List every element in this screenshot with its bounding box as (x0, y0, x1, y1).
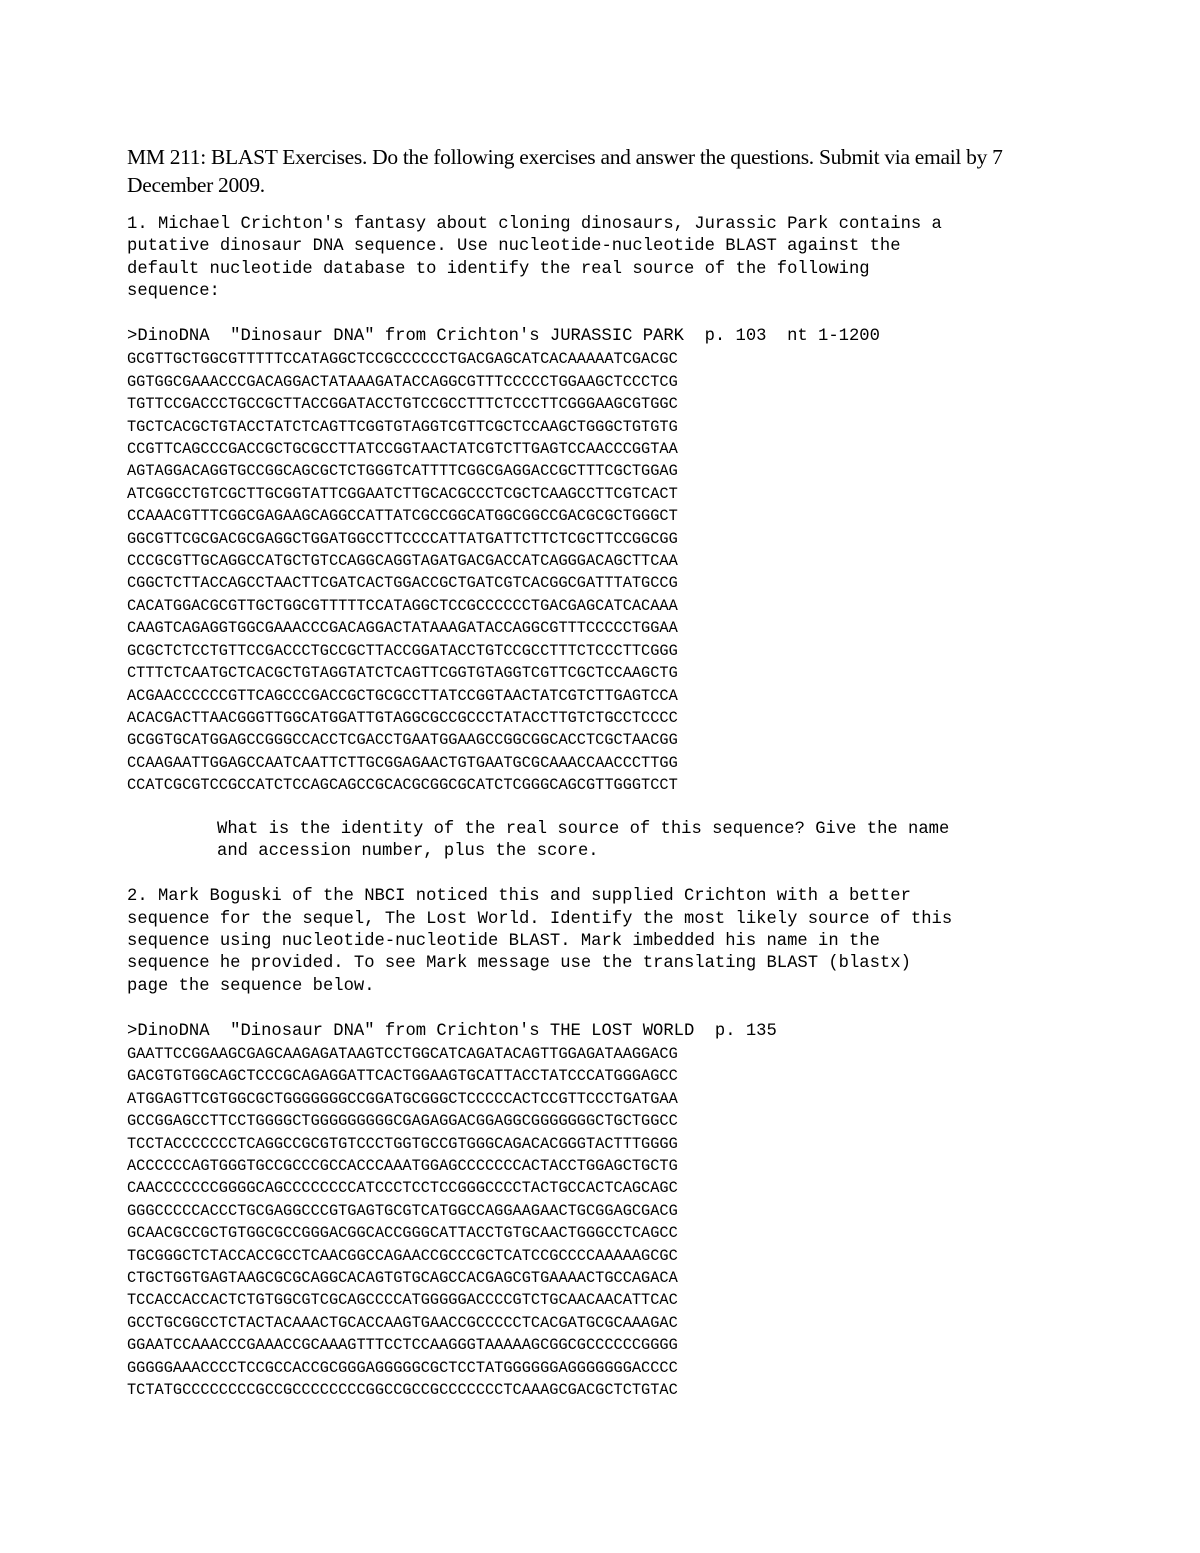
sequence-line: GCGGTGCATGGAGCCGGGCCACCTCGACCTGAATGGAAGCCGGCGGCACCTCGCTAACGG (127, 731, 678, 750)
sequence-lines (127, 1043, 1087, 1402)
sequence-line: CCAAACGTTTCGGCGAGAAGCAGGCCATTATCGCCGGCATGGCGGCCGACGCGCTGGGCT (127, 507, 678, 526)
sequence-line: TGCGGGCTCTACCACCGCCTCAACGGCCAGAACCGCCCGCTCATCCGCCCCAAAAAGCGC (127, 1246, 678, 1265)
sequence-line: TCCTACCCCCCCTCAGGCCGCGTGTCCCTGGTGCCGTGGGCAGACACGGGTACTTTGGGG (127, 1134, 678, 1153)
text-line: page the sequence below. (127, 976, 375, 996)
sequence-line: CGGCTCTTACCAGCCTAACTTCGATCACTGGACCGCTGATCGTCACGGCGATTTATGCCG (127, 574, 678, 593)
text-line: sequence using nucleotide-nucleotide BLAST. Mark imbedded his name in the (127, 931, 880, 951)
sequence-line: GCGTTGCTGGCGTTTTTCCATAGGCTCCGCCCCCCTGACGAGCATCACAAAAATCGACGC (127, 350, 678, 369)
sequence-line: GGTGGCGAAACCCGACAGGACTATAAAGATACCAGGCGTTTCCCCCTGGAAGCTCCCTCG (127, 372, 678, 391)
sequence-line: CTTTCTCAATGCTCACGCTGTAGGTATCTCAGTTCGGTGTAGGTCGTTCGCTCCAAGCTG (127, 664, 678, 683)
sequence-line: GGAATCCAAACCCGAAACCGCAAAGTTTCCTCCAAGGGTAAAAAGCGGCGCCCCCCGGGG (127, 1336, 678, 1355)
sequence-line: CTGCTGGTGAGTAAGCGCGCAGGCACAGTGTGCAGCCACGAGCGTGAAAACTGCCAGACA (127, 1269, 678, 1288)
sequence-line: ACACGACTTAACGGGTTGGCATGGATTGTAGGCGCCGCCCTATACCTTGTCTGCCTCCCC (127, 708, 678, 727)
sequence-line: CCATCGCGTCCGCCATCTCCAGCAGCCGCACGCGGCGCATCTCGGGCAGCGTTGGGTCCT (127, 776, 678, 795)
sequence-line: GGCGTTCGCGACGCGAGGCTGGATGGCCTTCCCCATTATGATTCTTCTCGCTTCCGGCGG (127, 529, 678, 548)
question-1-prompt (127, 819, 1087, 864)
page-title: MM 211: BLAST Exercises. Do the following exercises and answer the questions. Submit via email by 7 December 2009. (127, 145, 1003, 197)
question-2 (127, 886, 1087, 1401)
question-line: What is the identity of the real source of this sequence? Give the name (217, 819, 950, 839)
sequence-block-1 (127, 326, 1087, 797)
text-line: 1. Michael Crichton's fantasy about cloning dinosaurs, Jurassic Park contains a (127, 215, 942, 234)
question-1-text (127, 214, 1087, 304)
sequence-header: >DinoDNA "Dinosaur DNA" from Crichton's THE LOST WORLD p. 135 (127, 1021, 777, 1041)
sequence-line: CAAGTCAGAGGTGGCGAAACCCGACAGGACTATAAAGATACCAGGCGTTTCCCCCTGGAA (127, 619, 678, 638)
question-line: and accession number, plus the score. (217, 842, 599, 862)
document-page (127, 143, 1087, 1401)
text-line: putative dinosaur DNA sequence. Use nucleotide-nucleotide BLAST against the (127, 237, 901, 257)
sequence-block-2 (127, 1021, 1087, 1402)
sequence-line: GCCTGCGGCCTCTACTACAAACTGCACCAAGTGAACCGCCCCCTCACGATGCGCAAAGAC (127, 1313, 678, 1332)
sequence-lines (127, 348, 1087, 796)
sequence-line: GGGGGAAACCCCTCCGCCACCGCGGGAGGGGGCGCTCCTATGGGGGGAGGGGGGGACCCC (127, 1358, 678, 1377)
question-1 (127, 214, 1087, 864)
spacer (127, 304, 1087, 326)
sequence-line: TGTTCCGACCCTGCCGCTTACCGGATACCTGTCCGCCTTTCTCCCTTCGGGAAGCGTGGC (127, 395, 678, 414)
question-2-text (127, 886, 1087, 998)
text-line: default nucleotide database to identify the real source of the following (127, 259, 870, 279)
spacer (127, 998, 1087, 1020)
sequence-line: TCCACCACCACTCTGTGGCGTCGCAGCCCCATGGGGGACCCCGTCTGCAACAACATTCAC (127, 1291, 678, 1310)
text-line: sequence he provided. To see Mark message use the translating BLAST (blastx) (127, 954, 911, 974)
sequence-line: GCGCTCTCCTGTTCCGACCCTGCCGCTTACCGGATACCTGTCCGCCTTTCTCCCTTCGGG (127, 641, 678, 660)
sequence-line: GGGCCCCCACCCTGCGAGGCCCGTGAGTGCGTCATGGCCAGGAAGAACTGCGGAGCGACG (127, 1201, 678, 1220)
sequence-line: ACCCCCCAGTGGGTGCCGCCCGCCACCCAAATGGAGCCCCCCCACTACCTGGAGCTGCTG (127, 1157, 678, 1175)
text-line: sequence: (127, 282, 220, 302)
sequence-line: GCAACGCCGCTGTGGCGCCGGGACGGCACCGGGCATTACCTGTGCAACTGGGCCTCAGCC (127, 1224, 678, 1243)
sequence-line: ACGAACCCCCCGTTCAGCCCGACCGCTGCGCCTTATCCGGTAACTATCGTCTTGAGTCCA (127, 686, 678, 705)
sequence-line: TGCTCACGCTGTACCTATCTCAGTTCGGTGTAGGTCGTTCGCTCCAAGCTGGGCTGTGTG (127, 417, 678, 436)
sequence-line: AGTAGGACAGGTGCCGGCAGCGCTCTGGGTCATTTTCGGCGAGGACCGCTTTCGCTGGAG (127, 462, 678, 481)
sequence-line: GACGTGTGGCAGCTCCCGCAGAGGATTCACTGGAAGTGCATTACCTATCCCATGGGAGCC (127, 1067, 678, 1086)
sequence-line: CACATGGACGCGTTGCTGGCGTTTTTCCATAGGCTCCGCCCCCCTGACGAGCATCACAAA (127, 596, 678, 615)
sequence-line: GCCGGAGCCTTCCTGGGGCTGGGGGGGGGCGAGAGGACGGAGGCGGGGGGGCTGCTGGCC (127, 1112, 678, 1131)
sequence-line: CCGTTCAGCCCGACCGCTGCGCCTTATCCGGTAACTATCGTCTTGAGTCCAACCCGGTAA (127, 440, 678, 459)
sequence-line: CAACCCCCCCGGGGCAGCCCCCCCCATCCCTCCTCCGGGCCCCTACTGCCACTCAGCAGC (127, 1179, 678, 1198)
text-line: 2. Mark Boguski of the NBCI noticed this and supplied Crichton with a better (127, 887, 911, 907)
spacer (127, 864, 1087, 886)
sequence-line: CCCGCGTTGCAGGCCATGCTGTCCAGGCAGGTAGATGACGACCATCAGGGACAGCTTCAA (127, 552, 678, 571)
spacer (127, 797, 1087, 819)
sequence-line: CCAAGAATTGGAGCCAATCAATTCTTGCGGAGAACTGTGAATGCGCAAACCAACCCTTGG (127, 753, 678, 772)
sequence-line: GAATTCCGGAAGCGAGCAAGAGATAAGTCCTGGCATCAGATACAGTTGGAGATAAGGACG (127, 1044, 678, 1063)
sequence-header: >DinoDNA "Dinosaur DNA" from Crichton's JURASSIC PARK p. 103 nt 1-1200 (127, 327, 880, 347)
sequence-line: ATGGAGTTCGTGGCGCTGGGGGGGCCGGATGCGGGCTCCCCCACTCCGTTCCCTGATGAA (127, 1089, 678, 1108)
text-line: sequence for the sequel, The Lost World. Identify the most likely source of this (127, 909, 953, 929)
sequence-line: ATCGGCCTGTCGCTTGCGGTATTCGGAATCTTGCACGCCCTCGCTCAAGCCTTCGTCACT (127, 484, 678, 503)
sequence-line: TCTATGCCCCCCCCGCCGCCCCCCCCGGCCGCCGCCCCCCCTCAAAGCGACGCTCTGTAC (127, 1381, 678, 1400)
